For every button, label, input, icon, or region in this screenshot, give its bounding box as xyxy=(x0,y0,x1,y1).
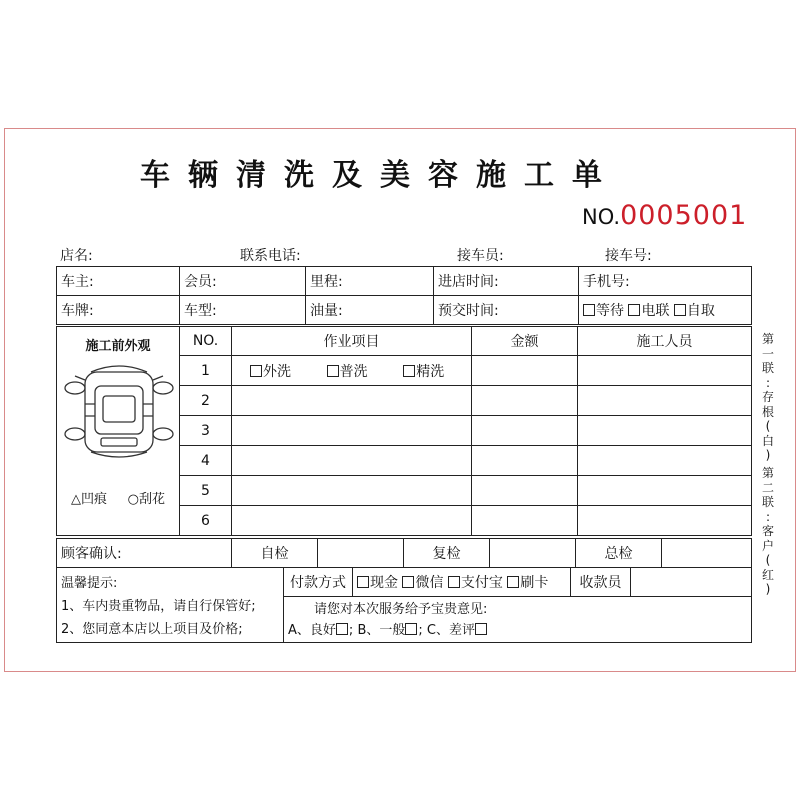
exterior-wash-label: 外洗 xyxy=(263,363,291,380)
amount-cell[interactable] xyxy=(472,416,578,446)
plate-row xyxy=(57,296,752,325)
item-cell[interactable] xyxy=(232,506,472,536)
phone-contact-checkbox[interactable] xyxy=(628,304,640,316)
recheck-label: 复检 xyxy=(404,539,490,568)
cash-checkbox[interactable] xyxy=(357,576,369,588)
dent-legend: △凹痕 xyxy=(70,492,107,507)
self-pickup-checkbox[interactable] xyxy=(674,304,686,316)
appearance-legend xyxy=(61,488,175,507)
fair-label: B、一般 xyxy=(357,623,406,638)
amount-cell[interactable] xyxy=(472,506,578,536)
payment-row xyxy=(57,568,752,597)
bad-checkbox[interactable] xyxy=(475,623,487,635)
standard-wash-label: 普洗 xyxy=(339,363,368,380)
row-number: 6 xyxy=(180,506,232,536)
feedback-separator: ; xyxy=(418,623,423,638)
tips-line-1: 1、车内贵重物品，请自行保管好; xyxy=(61,599,256,614)
wechat-label: 微信 xyxy=(415,575,444,591)
work-header-row xyxy=(57,327,752,356)
serial-prefix: NO. xyxy=(582,205,621,229)
row-number: 3 xyxy=(180,416,232,446)
member-field[interactable]: 会员: xyxy=(180,267,306,296)
owner-field[interactable]: 车主: xyxy=(57,267,180,296)
wechat-checkbox[interactable] xyxy=(402,576,414,588)
arrival-time-field[interactable]: 进店时间: xyxy=(434,267,579,296)
receptionist-label: 接车员: xyxy=(457,248,504,264)
feedback-options xyxy=(288,620,747,641)
cashier-label: 收款员 xyxy=(571,568,631,597)
wait-option-label: 等待 xyxy=(596,303,624,319)
item-cell[interactable] xyxy=(232,476,472,506)
fair-checkbox[interactable] xyxy=(405,623,417,635)
good-checkbox[interactable] xyxy=(336,623,348,635)
item-cell[interactable] xyxy=(232,446,472,476)
amount-cell[interactable] xyxy=(472,386,578,416)
staff-header: 施工人员 xyxy=(578,327,752,356)
payment-methods xyxy=(353,568,571,597)
tips-title: 温馨提示: xyxy=(61,576,118,591)
fine-wash-checkbox[interactable] xyxy=(403,365,415,377)
serial-digits: 0005001 xyxy=(620,200,748,231)
appearance-cell xyxy=(57,327,180,536)
card-checkbox[interactable] xyxy=(507,576,519,588)
tips-cell xyxy=(57,568,284,643)
car-number-label: 接车号: xyxy=(605,248,652,264)
tips-line-2: 2、您同意本店以上项目及价格; xyxy=(61,622,243,637)
cash-label: 现金 xyxy=(370,575,398,591)
customer-confirm-label: 顾客确认: xyxy=(57,539,232,568)
row-number: 5 xyxy=(180,476,232,506)
feedback-prompt: 请您对本次服务给予宝贵意见: xyxy=(314,602,488,617)
final-check-label: 总检 xyxy=(576,539,662,568)
row-number: 4 xyxy=(180,446,232,476)
alipay-checkbox[interactable] xyxy=(448,576,460,588)
staff-cell[interactable] xyxy=(578,416,752,446)
mileage-field[interactable]: 里程: xyxy=(306,267,434,296)
model-field[interactable]: 车型: xyxy=(180,296,306,325)
exterior-wash-checkbox[interactable] xyxy=(250,365,262,377)
item-cell[interactable] xyxy=(232,386,472,416)
amount-cell[interactable] xyxy=(472,356,578,386)
appearance-title: 施工前外观 xyxy=(85,339,151,354)
wait-checkbox[interactable] xyxy=(583,304,595,316)
fine-wash-label: 精洗 xyxy=(416,363,445,380)
delivery-time-field[interactable]: 预交时间: xyxy=(434,296,579,325)
staff-cell[interactable] xyxy=(578,506,752,536)
row-number: 2 xyxy=(180,386,232,416)
phone-contact-option-label: 电联 xyxy=(641,303,670,319)
amount-cell[interactable] xyxy=(472,476,578,506)
payment-method-label: 付款方式 xyxy=(284,568,353,597)
copy-2-label xyxy=(760,466,776,597)
car-diagram-icon[interactable] xyxy=(61,354,177,466)
feedback-cell xyxy=(284,597,752,643)
scratch-legend: ○刮花 xyxy=(127,492,165,507)
plate-field[interactable]: 车牌: xyxy=(57,296,180,325)
standard-wash-checkbox[interactable] xyxy=(327,365,339,377)
row-number: 1 xyxy=(180,356,232,386)
self-pickup-option-label: 自取 xyxy=(686,303,715,319)
bad-label: C、差评 xyxy=(426,623,475,638)
payment-feedback-table xyxy=(56,567,752,643)
phone-label: 联系电话: xyxy=(240,248,301,264)
wash-options xyxy=(232,356,472,386)
recheck-field[interactable] xyxy=(490,539,576,568)
final-check-field[interactable] xyxy=(662,539,752,568)
no-header: NO. xyxy=(180,327,232,356)
copy-1-text: 第 一 联 : 存 根 ( 白 ) xyxy=(761,332,774,462)
alipay-label: 支付宝 xyxy=(460,575,503,591)
self-check-field[interactable] xyxy=(318,539,404,568)
amount-header: 金额 xyxy=(472,327,578,356)
copy-2-text: 第 二 联 : 客 户 ( 红 ) xyxy=(761,466,774,596)
self-check-label: 自检 xyxy=(232,539,318,568)
serial-number xyxy=(582,200,747,231)
confirmation-row xyxy=(57,539,752,568)
form-title: 车辆清洗及美容施工单 xyxy=(140,158,620,193)
amount-cell[interactable] xyxy=(472,446,578,476)
staff-cell[interactable] xyxy=(578,386,752,416)
feedback-separator: ; xyxy=(348,623,354,638)
pickup-options xyxy=(579,296,752,325)
staff-cell[interactable] xyxy=(578,356,752,386)
item-header: 作业项目 xyxy=(232,327,472,356)
fuel-field[interactable]: 油量: xyxy=(306,296,434,325)
good-label: A、良好 xyxy=(288,623,336,638)
vehicle-info-table xyxy=(56,266,752,325)
confirmation-table xyxy=(56,538,752,568)
store-label: 店名: xyxy=(60,248,93,264)
mobile-field[interactable]: 手机号: xyxy=(579,267,752,296)
staff-cell[interactable] xyxy=(578,446,752,476)
item-cell[interactable] xyxy=(232,416,472,446)
staff-cell[interactable] xyxy=(578,476,752,506)
work-items-table xyxy=(56,326,752,536)
copy-1-label xyxy=(760,332,776,463)
card-label: 刷卡 xyxy=(520,575,549,591)
owner-row xyxy=(57,267,752,296)
cashier-field[interactable] xyxy=(631,568,752,597)
